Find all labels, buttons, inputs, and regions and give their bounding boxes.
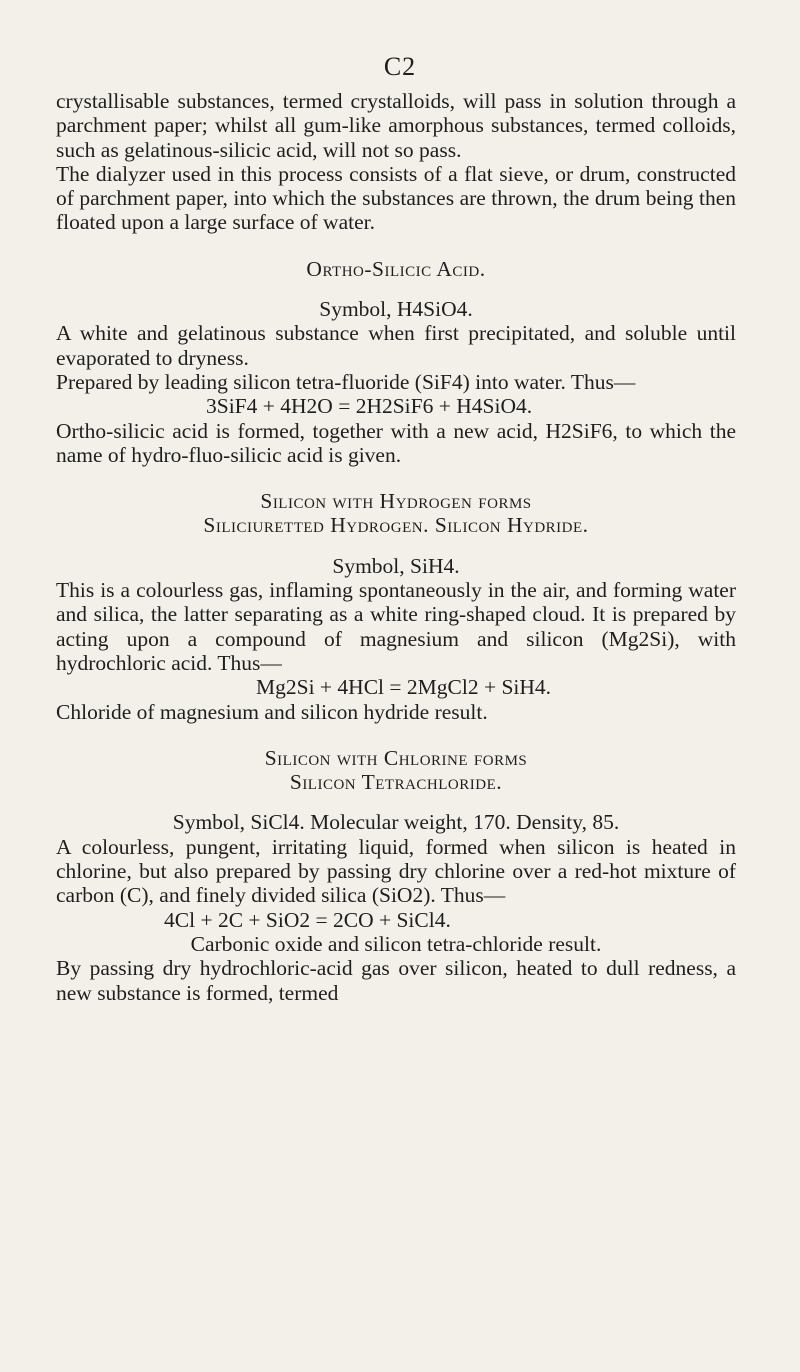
tetrachloride-symbol: Symbol, SiCl4. Molecular weight, 170. Density, 85. — [172, 810, 620, 835]
ortho-symbol: Symbol, H4SiO4. — [319, 297, 473, 322]
intro-paragraph: crystallisable substances, termed crystalloids, will pass in solution through a parchment paper; whilst all gum-like amorphous substances, termed colloids, such as gelatinous-silicic acid, will not so pass. — [56, 89, 736, 162]
tetrachloride-heading-line1: Silicon with Chlorine forms — [264, 745, 528, 770]
tetrachloride-description: A colourless, pungent, irritating liquid, formed when silicon is heated in chlorine, but also prepared by passing dry chlorine over a red-hot mixture of carbon (C), and finely divided silica (SiO2). Thus— — [56, 834, 736, 908]
hydride-symbol: Symbol, SiH4. — [332, 553, 460, 578]
ortho-result: Ortho-silicic acid is formed, together with a new acid, H2SiF6, to which the name of hydro-fluo-silicic acid is given. — [56, 418, 736, 467]
tetrachloride-equation: 4Cl + 2C + SiO2 = 2CO + SiCl4. — [164, 907, 451, 932]
page-number: C2 — [383, 52, 417, 81]
ortho-preparation: Prepared by leading silicon tetra-fluoride (SiF4) into water. Thus— — [56, 369, 636, 394]
hydride-equation: Mg2Si + 4HCl = 2MgCl2 + SiH4. — [256, 675, 552, 700]
ortho-silicic-heading: Ortho-Silicic Acid. — [306, 256, 486, 281]
hydride-heading-line2: Siliciuretted Hydrogen. Silicon Hydride. — [203, 513, 589, 538]
tetrachloride-closing: By passing dry hydrochloric-acid gas over silicon, heated to dull redness, a new substance is formed, termed — [56, 956, 736, 1005]
ortho-description: A white and gelatinous substance when first precipitated, and soluble until evaporated to dryness. — [56, 321, 736, 370]
dialyzer-paragraph: The dialyzer used in this process consists of a flat sieve, or drum, constructed of parchment paper, into which the substances are thrown, the drum being then floated upon a large surface of water. — [56, 161, 736, 235]
ortho-equation: 3SiF4 + 4H2O = 2H2SiF6 + H4SiO4. — [206, 394, 533, 419]
hydride-heading-line1: Silicon with Hydrogen forms — [260, 489, 532, 514]
tetrachloride-result: Carbonic oxide and silicon tetra-chloride result. — [190, 931, 602, 956]
hydride-result: Chloride of magnesium and silicon hydride result. — [56, 699, 488, 724]
tetrachloride-heading-line2: Silicon Tetrachloride. — [289, 770, 503, 795]
hydride-description: This is a colourless gas, inflaming spontaneously in the air, and forming water and silica, the latter separating as a white ring-shaped cloud. It is prepared by acting upon a compound of magnesium and silicon (Mg2Si), with hydrochloric acid. Thus— — [56, 578, 736, 675]
page-body — [56, 89, 736, 1005]
